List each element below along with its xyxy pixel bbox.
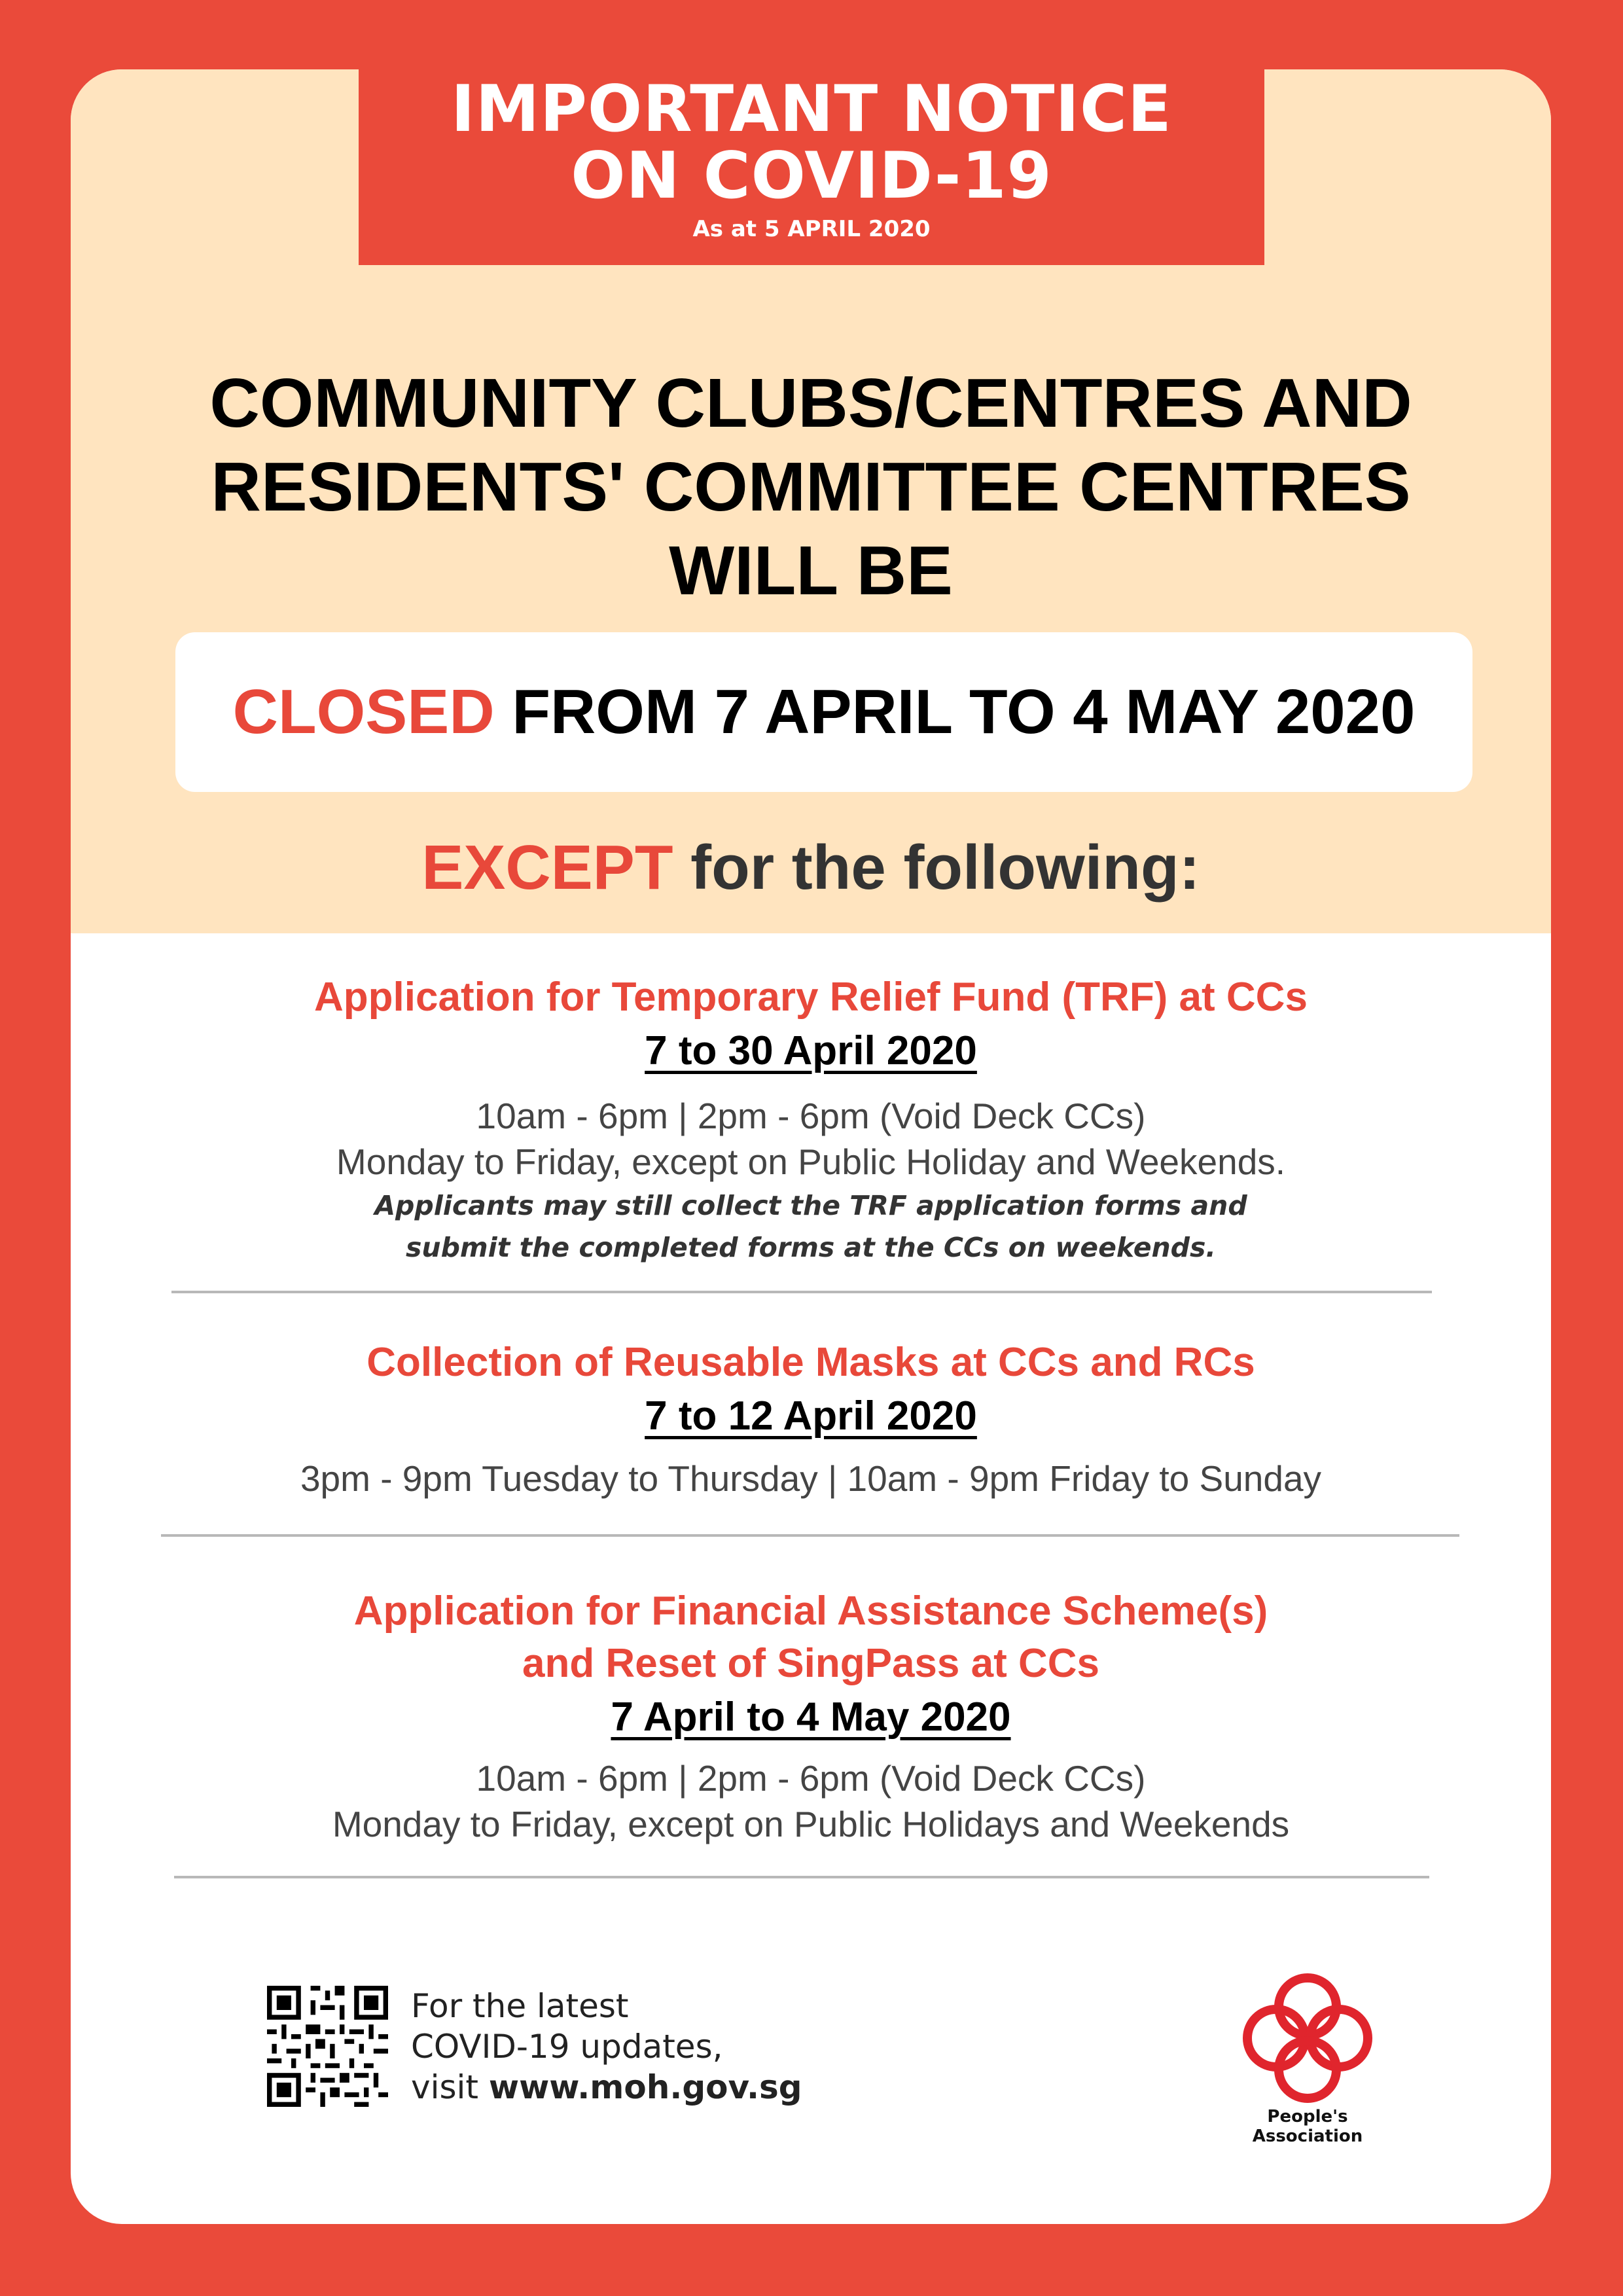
divider-1 xyxy=(171,1291,1432,1293)
header-title-line1: IMPORTANT NOTICE xyxy=(451,72,1172,147)
headline-line2: RESIDENTS' COMMITTEE CENTRES xyxy=(211,448,1411,526)
section-trf-note-line1: Applicants may still collect the TRF application forms and xyxy=(374,1190,1247,1221)
divider-3 xyxy=(174,1876,1429,1878)
headline-line1: COMMUNITY CLUBS/CENTRES AND xyxy=(209,365,1412,442)
section-trf-hours: 10am - 6pm | 2pm - 6pm (Void Deck CCs) xyxy=(476,1096,1146,1136)
except-heading xyxy=(71,822,1551,914)
footer-line1: For the latest xyxy=(411,1987,629,2025)
closed-dates: FROM 7 APRIL TO 4 MAY 2020 xyxy=(512,677,1416,747)
divider-2 xyxy=(161,1534,1459,1537)
footer-moh-text xyxy=(411,1986,869,2108)
section-masks xyxy=(71,1336,1551,1501)
section-financial-title-line1: Application for Financial Assistance Scheme(s) xyxy=(353,1588,1268,1634)
header-as-at-date: As at 5 APRIL 2020 xyxy=(692,216,931,242)
section-financial xyxy=(71,1585,1551,1847)
section-financial-days: Monday to Friday, except on Public Holidays and Weekends xyxy=(332,1804,1290,1844)
notice-card xyxy=(71,69,1551,2224)
section-trf xyxy=(71,971,1551,1268)
header-title-line2: ON COVID-19 xyxy=(571,139,1052,213)
peoples-association-logo xyxy=(1209,1966,1406,2149)
peoples-association-logo-icon xyxy=(1236,1966,1380,2104)
closed-banner xyxy=(175,632,1472,792)
footer-line3 xyxy=(411,2067,869,2108)
qr-code-icon[interactable] xyxy=(267,1986,388,2107)
section-financial-hours: 10am - 6pm | 2pm - 6pm (Void Deck CCs) xyxy=(476,1758,1146,1799)
section-trf-note-line2: submit the completed forms at the CCs on weekends. xyxy=(405,1232,1217,1263)
except-keyword: EXCEPT xyxy=(421,833,673,903)
section-trf-date: 7 to 30 April 2020 xyxy=(645,1028,977,1073)
except-rest: for the following: xyxy=(690,833,1200,903)
headline-line3: WILL BE xyxy=(669,532,953,609)
logo-text: People's Association xyxy=(1252,2107,1363,2146)
footer-visit: visit xyxy=(411,2068,489,2106)
section-trf-title: Application for Temporary Relief Fund (TRF) at CCs xyxy=(314,975,1308,1020)
moh-url-link[interactable]: www.moh.gov.sg xyxy=(488,2068,802,2106)
footer-line2: COVID-19 updates, xyxy=(411,2028,723,2066)
section-masks-title: Collection of Reusable Masks at CCs and RCs xyxy=(366,1340,1255,1385)
section-masks-date: 7 to 12 April 2020 xyxy=(645,1393,977,1439)
section-masks-hours: 3pm - 9pm Tuesday to Thursday | 10am - 9pm Friday to Sunday xyxy=(300,1458,1322,1499)
section-financial-date: 7 April to 4 May 2020 xyxy=(611,1695,1011,1740)
header-tab xyxy=(359,69,1264,265)
section-trf-days: Monday to Friday, except on Public Holiday and Weekends. xyxy=(336,1141,1286,1182)
closed-keyword: CLOSED xyxy=(232,677,495,747)
section-financial-title-line2: and Reset of SingPass at CCs xyxy=(522,1641,1100,1686)
headline xyxy=(71,361,1551,613)
